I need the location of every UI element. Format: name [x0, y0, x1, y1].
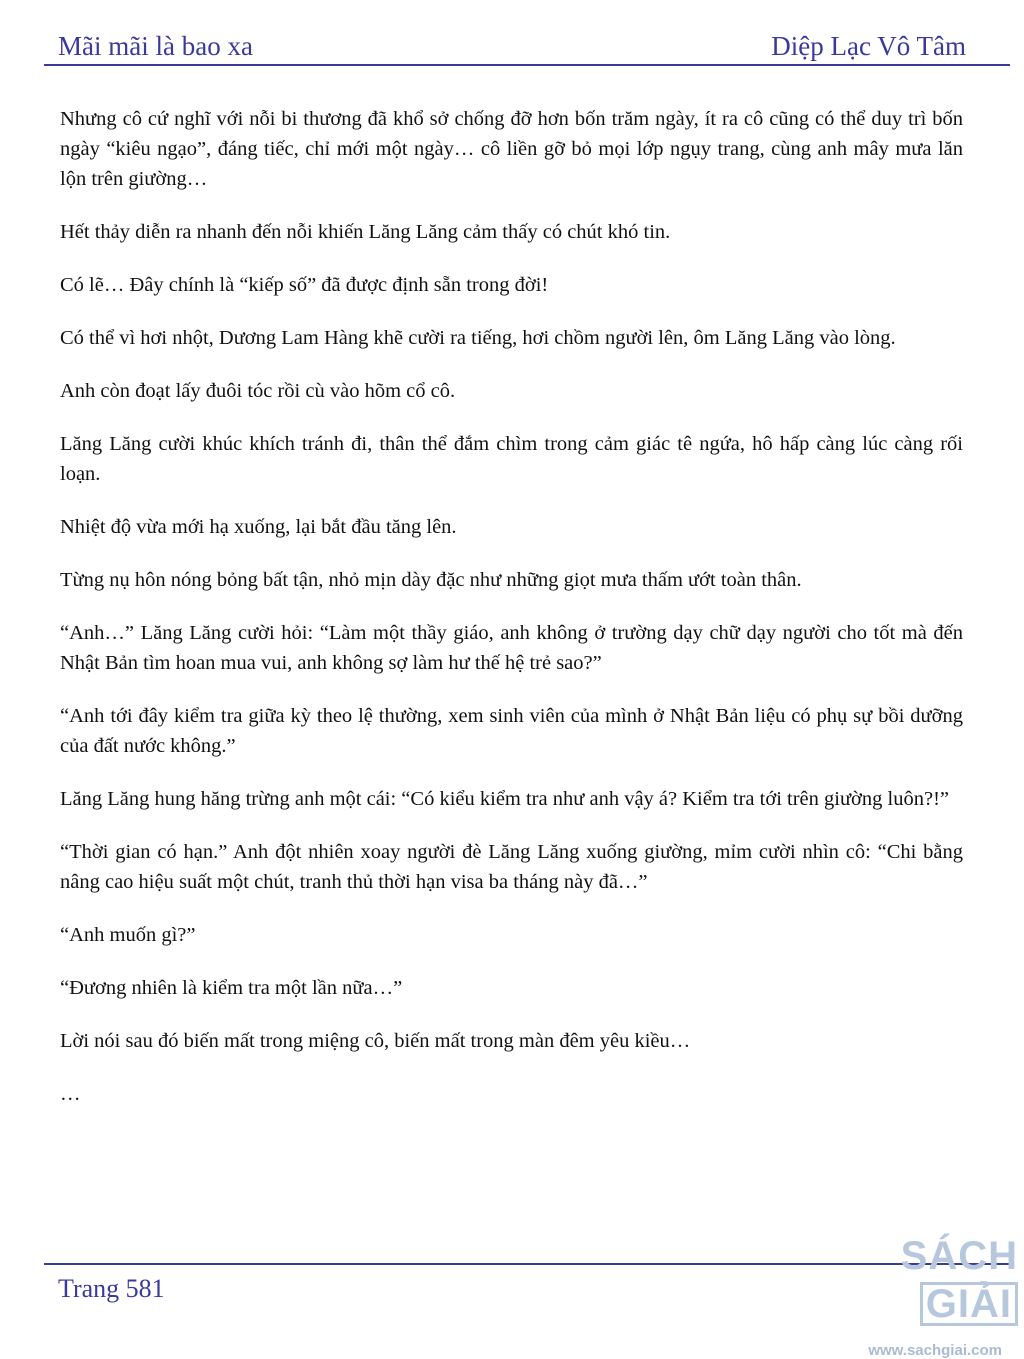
book-title: Mãi mãi là bao xa: [58, 31, 253, 61]
paragraph: Hết thảy diễn ra nhanh đến nỗi khiến Lăng Lăng cảm thấy có chút khó tin.: [60, 221, 671, 243]
watermark-wordmark: [808, 1232, 1018, 1328]
paragraph: Lăng Lăng cười khúc khích tránh đi, thân thể đắm chìm trong cảm giác tê ngứa, hô hấp càng lúc càng rối loạn.: [60, 433, 963, 485]
paragraph: “Thời gian có hạn.” Anh đột nhiên xoay người đè Lăng Lăng xuống giường, mỉm cười nhìn cô: “Chi bằng nâng cao hiệu suất một chút, tranh thủ thời hạn visa ba tháng này đã…”: [60, 841, 963, 893]
watermark-url: www.sachgiai.com: [868, 1342, 1002, 1359]
watermark-logo: [808, 1232, 1018, 1359]
paragraph: “Anh tới đây kiểm tra giữa kỳ theo lệ thường, xem sinh viên của mình ở Nhật Bản liệu có phụ sự bồi dưỡng của đất nước không.”: [60, 705, 963, 757]
page-body: [60, 104, 963, 1132]
paragraph: “Đương nhiên là kiểm tra một lần nữa…”: [60, 977, 403, 999]
page-header: [58, 24, 966, 62]
paragraph: Lăng Lăng hung hăng trừng anh một cái: “Có kiểu kiểm tra như anh vậy á? Kiểm tra tới trên giường luôn?!”: [60, 788, 949, 810]
header-divider: [44, 64, 1010, 66]
ellipsis-paragraph: …: [60, 1083, 81, 1105]
paragraph: Từng nụ hôn nóng bỏng bất tận, nhỏ mịn dày đặc như những giọt mưa thấm ướt toàn thân.: [60, 569, 802, 591]
paragraph: Nhiệt độ vừa mới hạ xuống, lại bắt đầu tăng lên.: [60, 516, 457, 538]
watermark-logo-left: SÁCH: [900, 1234, 1018, 1278]
paragraph: Anh còn đoạt lấy đuôi tóc rồi cù vào hõm cổ cô.: [60, 380, 456, 402]
author-name: Diệp Lạc Vô Tâm: [771, 31, 966, 61]
paragraph: “Anh muốn gì?”: [60, 924, 196, 946]
paragraph: Có thể vì hơi nhột, Dương Lam Hàng khẽ cười ra tiếng, hơi chồm người lên, ôm Lăng Lăng vào lòng.: [60, 327, 896, 349]
paragraph: Nhưng cô cứ nghĩ với nỗi bi thương đã khổ sở chống đỡ hơn bốn trăm ngày, ít ra cô cũng có thể duy trì bốn ngày “kiêu ngạo”, đáng tiếc, chỉ mới một ngày… cô liền gỡ bỏ mọi lớp ngụy trang, cùng anh mây mưa lăn lộn trên giường…: [60, 108, 963, 190]
paragraph: “Anh…” Lăng Lăng cười hỏi: “Làm một thầy giáo, anh không ở trường dạy chữ dạy người cho tốt mà đến Nhật Bản tìm hoan mua vui, anh không sợ làm hư thế hệ trẻ sao?”: [60, 622, 963, 674]
page-number: Trang 581: [58, 1274, 165, 1303]
paragraph: Có lẽ… Đây chính là “kiếp số” đã được định sẵn trong đời!: [60, 274, 549, 296]
paragraph: Lời nói sau đó biến mất trong miệng cô, biến mất trong màn đêm yêu kiều…: [60, 1030, 691, 1052]
watermark-logo-right: GIẢI: [920, 1282, 1018, 1326]
